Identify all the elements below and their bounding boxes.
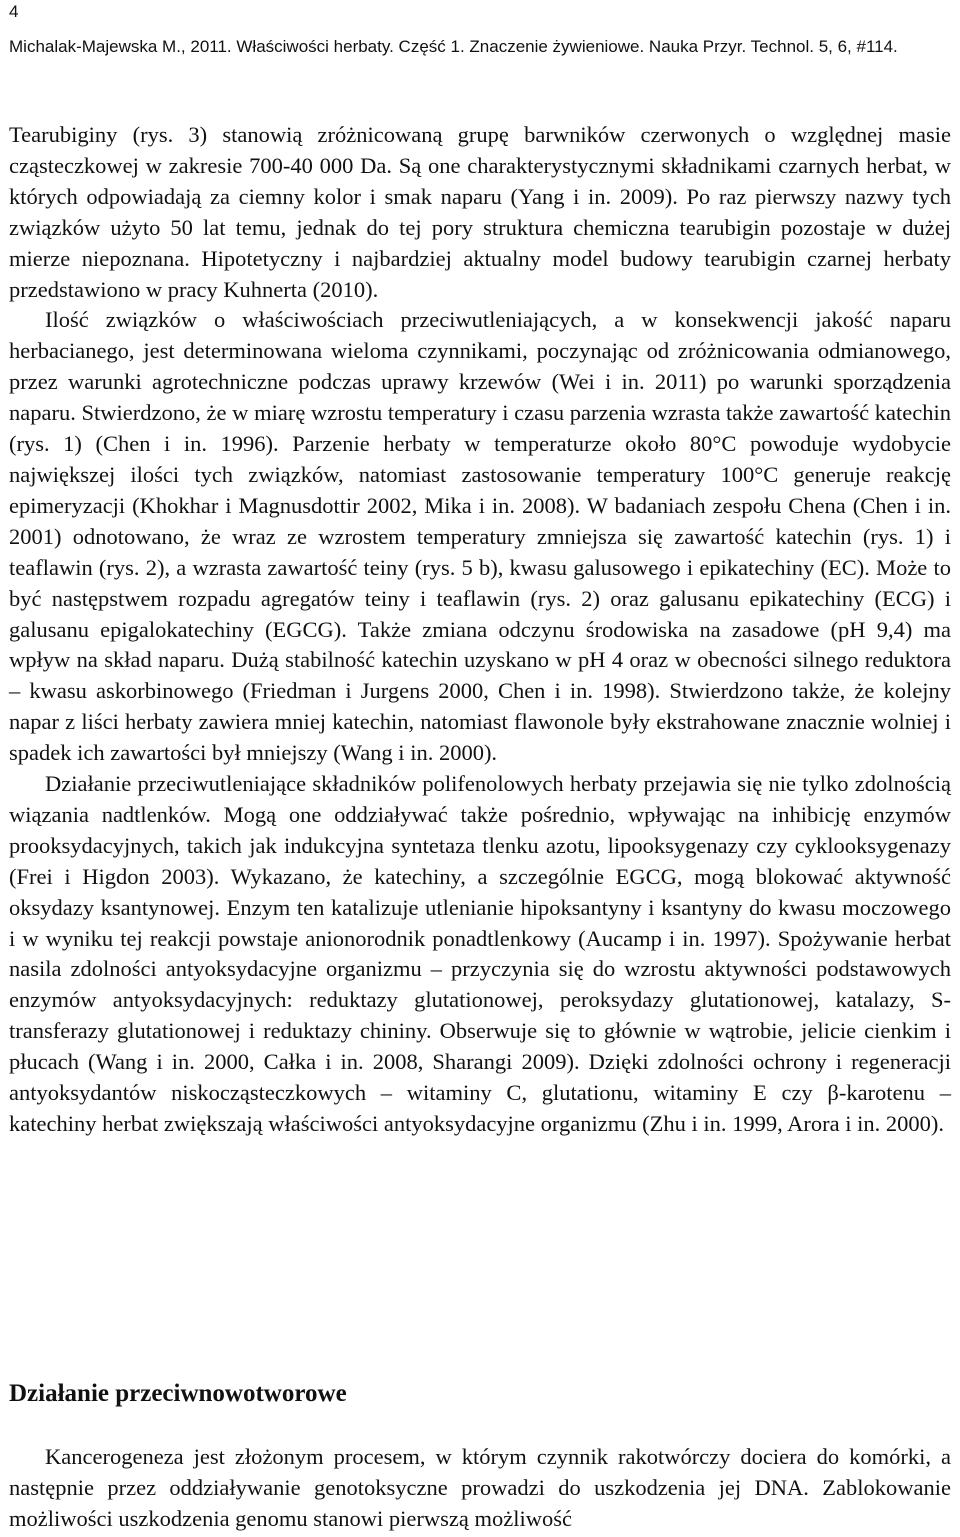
citation-header: Michalak-Majewska M., 2011. Właściwości herbaty. Część 1. Znaczenie żywieniowe. Nauka Przyr. Technol. 5, 6, #114. [9,37,898,56]
page-number: 4 [9,2,19,21]
paragraph-tearubiginy: Tearubiginy (rys. 3) stanowią zróżnicowaną grupę barwników czerwonych o względnej masie cząsteczkowej w zakresie 700-40 000 Da. Są one charakterystycznymi składnikami czarnych herbat, w których odpowiadają za ciemny kolor i smak naparu (Yang i in. 2009). Po raz pierwszy nazwy tych związków użyto 50 lat temu, jednak do tej pory struktura chemiczna tearubigin pozostaje w dużej mierze niepoznana. Hipotetyczny i najbardziej aktualny model budowy tearubigin czarnej herbaty przedstawiono w pracy Kuhnerta (2010). [9,122,951,302]
main-body [9,120,951,1140]
paragraph-dzialanie-przeciwutleniajace: Działanie przeciwutleniające składników polifenolowych herbaty przejawia się nie tylko zdolnością wiązania nadtlenków. Mogą one oddziaływać także pośrednio, wpływając na inhibicję enzymów prooksydacyjnych, takich jak indukcyjna syntetaza tlenku azotu, lipooksygenazy czy cyklooksygenazy (Frei i Higdon 2003). Wykazano, że katechiny, a szczególnie EGCG, mogą blokować aktywność oksydazy ksantynowej. Enzym ten katalizuje utlenianie hipoksantyny i ksantyny do kwasu moczowego i w wyniku tej reakcji powstaje anionorodnik ponadtlenkowy (Aucamp i in. 1997). Spożywanie herbat nasila zdolności antyoksydacyjne organizmu – przyczynia się do wzrostu aktywności podstawowych enzymów antyoksydacyjnych: reduktazy glutationowej, peroksydazy glutationowej, katalazy, S-transferazy glutationowej i reduktazy chininy. Obserwuje się to głównie w wątrobie, jelicie cienkim i płucach (Wang i in. 2000, Całka i in. 2008, Sharangi 2009). Dzięki zdolności ochrony i regeneracji antyoksydantów niskocząsteczkowych – witaminy C, glutationu, witaminy E czy β-karotenu – katechiny herbat zwiększają właściwości antyoksydacyjne organizmu (Zhu i in. 1999, Arora i in. 2000). [9,771,951,1136]
paragraph-kancerogeneza: Kancerogeneza jest złożonym procesem, w którym czynnik rakotwórczy dociera do komórki, a następnie przez oddziaływanie genotoksyczne prowadzi do uszkodzenia jej DNA. Zablokowanie możliwości uszkodzenia genomu stanowi pierwszą możliwość [9,1444,951,1531]
paragraph-ilosc-zwiazkow: Ilość związków o właściwościach przeciwutleniających, a w konsekwencji jakość naparu herbacianego, jest determinowana wieloma czynnikami, poczynając od zróżnicowania odmianowego, przez warunki agrotechniczne podczas uprawy krzewów (Wei i in. 2011) po warunki sporządzenia naparu. Stwierdzono, że w miarę wzrostu temperatury i czasu parzenia wzrasta także zawartość katechin (rys. 1) (Chen i in. 1996). Parzenie herbaty w temperaturze około 80°C powoduje wydobycie największej ilości tych związków, natomiast zastosowanie temperatury 100°C generuje reakcję epimeryzacji (Khokhar i Magnusdottir 2002, Mika i in. 2008). W badaniach zespołu Chena (Chen i in. 2001) odnotowano, że wraz ze wzrostem temperatury zmniejsza się zawartość katechin (rys. 1) i teaflawin (rys. 2), a wzrasta zawartość teiny (rys. 5 b), kwasu galusowego i epikatechiny (EC). Może to być następstwem rozpadu agregatów teiny i teaflawin (rys. 2) oraz galusanu epikatechiny (ECG) i galusanu epigalokatechiny (EGCG). Także zmiana odczynu środowiska na zasadowe (pH 9,4) ma wpływ na skład naparu. Dużą stabilność katechin uzyskano w pH 4 oraz w obecności silnego reduktora – kwasu askorbinowego (Friedman i Jurgens 2000, Chen i in. 1998). Stwierdzono także, że kolejny napar z liści herbaty zawiera mniej katechin, natomiast flawonole były ekstrahowane znacznie wolniej i spadek ich zawartości był mniejszy (Wang i in. 2000). [9,307,951,766]
section-heading: Działanie przeciwnowotworowe [9,1380,347,1407]
section-body [9,1441,951,1534]
